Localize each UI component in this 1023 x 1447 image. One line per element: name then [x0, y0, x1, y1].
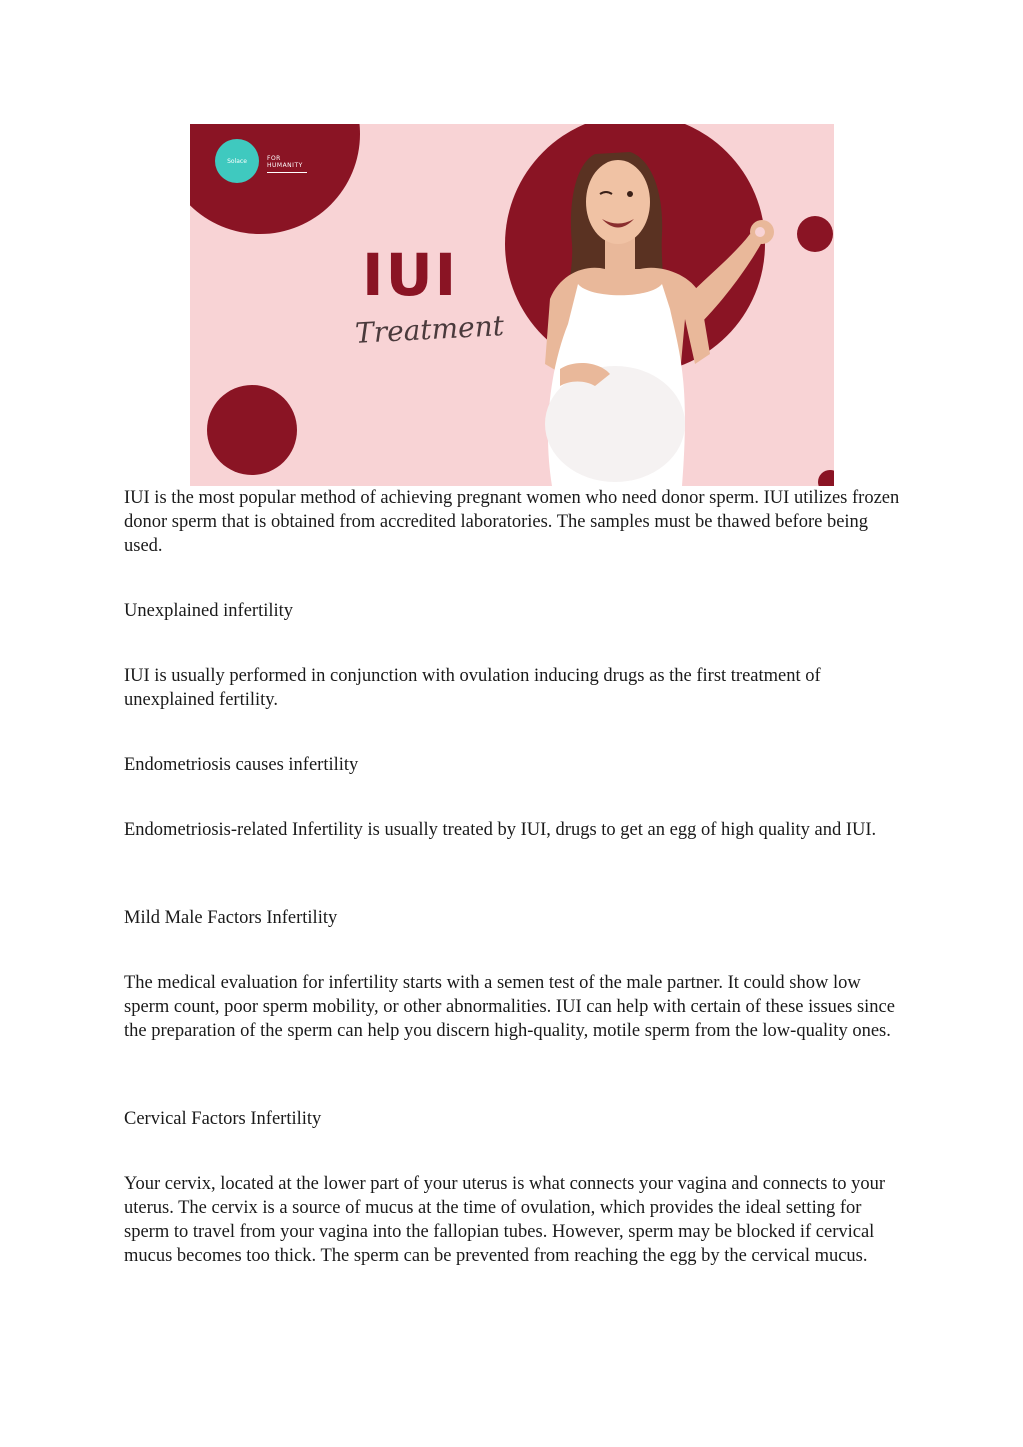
section-body-endometriosis: Endometriosis-related Infertility is usually treated by IUI, drugs to get an egg of high quality and IUI.: [124, 820, 877, 840]
banner-decoration: [190, 124, 834, 486]
section-heading-unexplained: Unexplained infertility: [124, 601, 294, 621]
logo-tagline: FOR HUMANITY: [267, 155, 307, 173]
section-heading-cervical-factors: Cervical Factors Infertility: [124, 1109, 322, 1129]
decor-circle-bottom-left: [207, 385, 297, 475]
decor-circle-bottom-right: [818, 470, 834, 486]
decor-circle-top-left: [190, 124, 360, 234]
section-body-unexplained: IUI is usually performed in conjunction with ovulation inducing drugs as the first treatment of unexplained fertility.: [124, 666, 821, 710]
section-heading-male-factors: Mild Male Factors Infertility: [124, 908, 338, 928]
banner-subtitle: Treatment: [354, 309, 505, 350]
intro-paragraph: IUI is the most popular method of achieving pregnant women who need donor sperm. IUI utilizes frozen donor sperm that is obtained from accredited laboratories. The samples must be thawed before being used.: [124, 488, 900, 556]
section-heading-endometriosis: Endometriosis causes infertility: [124, 755, 359, 775]
logo-text: Solace: [227, 157, 247, 165]
decor-circle-small: [797, 216, 833, 252]
section-body-male-factors: The medical evaluation for infertility starts with a semen test of the male partner. It could show low sperm count, poor sperm mobility, or other abnormalities. IUI can help with certain of these issues since the preparation of the sperm can help you discern high-quality, motile sperm from the low-quality ones.: [124, 973, 895, 1041]
logo-badge: [215, 139, 259, 183]
section-body-cervical-factors: Your cervix, located at the lower part of your uterus is what connects your vagina and connects to your uterus. The cervix is a source of mucus at the time of ovulation, which provides the ideal setting for sperm to travel from your vagina into the fallopian tubes. However, sperm may be blocked if cervical mucus becomes too thick. The sperm can be prevented from reaching the egg by the cervical mucus.: [124, 1174, 886, 1266]
banner-title: IUI: [362, 241, 459, 309]
iui-treatment-banner: [190, 124, 834, 486]
